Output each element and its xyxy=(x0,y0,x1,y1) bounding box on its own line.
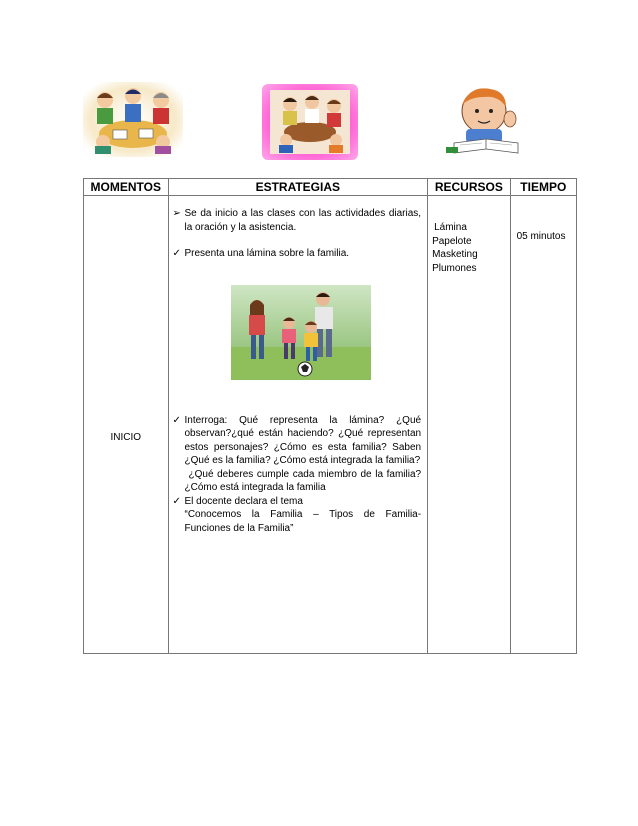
recursos-cell xyxy=(428,196,511,654)
estrategias-cell xyxy=(168,196,428,654)
tiempo-value: 05 minutos xyxy=(516,231,566,242)
recurso-item: Masketing xyxy=(432,249,478,260)
list-item: ➢ Se da inicio a las clases con las actividades diarias, la oración y la asistencia. xyxy=(172,208,422,233)
teacher-with-students-illustration xyxy=(262,84,358,160)
checkmark-icon: ✓ xyxy=(172,414,181,426)
header-estrategias: ESTRATEGIAS xyxy=(168,179,428,196)
recurso-item: Plumones xyxy=(432,262,477,274)
children-studying-illustration xyxy=(83,82,183,157)
table-row xyxy=(84,196,577,654)
arrow-bullet-icon: ➢ xyxy=(172,208,181,219)
header-momentos: MOMENTOS xyxy=(84,179,169,196)
tiempo-cell xyxy=(510,196,576,654)
list-item: ✓ El docente declara el tema “Conocemos la Familia – Tipos de Familia- Funciones de la Familia” xyxy=(172,495,422,534)
recurso-item: Lámina xyxy=(434,222,467,233)
list-item: ✓ Presenta una lámina sobre la familia. xyxy=(172,248,350,259)
momento-cell xyxy=(84,196,169,654)
table-header-row xyxy=(84,179,577,196)
header-recursos: RECURSOS xyxy=(428,179,511,196)
lesson-plan-table xyxy=(83,178,577,654)
boy-thinking-with-book-illustration xyxy=(440,77,532,159)
checkmark-icon: ✓ xyxy=(172,248,181,259)
list-item: ✓ Interroga: Qué representa la lámina? ¿Qué observan?¿qué están haciendo? ¿Qué representan estos personajes? ¿Cómo es esta familia? Saben ¿Qué es la familia? ¿Cómo está integrada la familia? ¿Qué deberes cumple cada miembro de la familia? ¿Cómo está integrada la familia xyxy=(172,414,422,493)
recurso-item: Papelote xyxy=(432,235,472,247)
family-playing-soccer-photo xyxy=(231,285,371,380)
checkmark-icon: ✓ xyxy=(172,495,181,507)
momento-label: INICIO xyxy=(110,431,142,443)
header-tiempo: TIEMPO xyxy=(510,179,576,196)
